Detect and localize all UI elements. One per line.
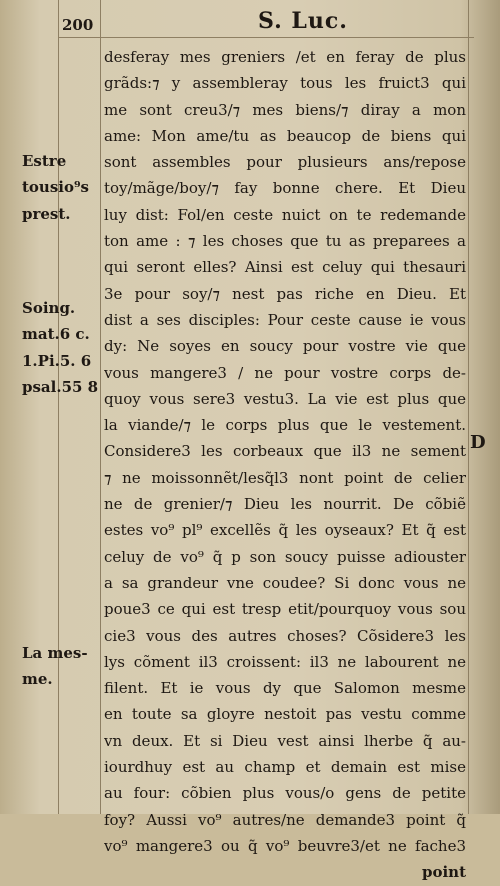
margin-note-line: me. (22, 670, 53, 689)
text-line: ame: Mon ame/tu as beaucop de biens qui (104, 126, 466, 145)
text-line: ton ame : ⁊ les choses que tu as preparees a (104, 232, 466, 251)
text-line: iourdhuy est au champ et demain est mise (104, 758, 466, 777)
catchword: point (421, 863, 466, 882)
text-line: vous mangere3 / ne pour vostre corps de- (104, 363, 466, 382)
text-line: cie3 vous des autres choses? Cõsidere3 les (104, 626, 466, 645)
text-line: sont assembles pour plusieurs ans/repose (104, 153, 466, 172)
margin-note-line: mat.6 c. (22, 325, 90, 344)
text-line: ne de grenier/⁊ Dieu les nourrit. De cõbiẽ (104, 495, 466, 514)
margin-note-line: psal.55 8 (22, 377, 99, 396)
right-margin-rule (468, 0, 469, 814)
text-line: foy? Aussi vo⁹ autres/ne demande3 point q̃ (104, 810, 466, 829)
right-margin-mark: D (470, 432, 486, 453)
margin-note-line: Estre (22, 152, 67, 170)
text-line: toy/mãge/boy/⁊ fay bonne chere. Et Dieu (104, 179, 466, 198)
text-line: filent. Et ie vous dy que Salomon mesme (104, 679, 466, 698)
text-line: desferay mes greniers /et en feray de plus (104, 48, 466, 66)
text-line: Considere3 les corbeaux que il3 ne sement (104, 442, 466, 461)
text-line: dy: Ne soyes en soucy pour vostre vie que (104, 337, 466, 356)
text-line: ⁊ ne moissonnẽt/lesq̃l3 nont point de celier (104, 468, 466, 487)
margin-note-same (22, 640, 100, 693)
margin-note-prepared (22, 148, 100, 227)
text-line: a sa grandeur vne coudee? Si donc vous ne (104, 573, 466, 592)
text-line: vn deux. Et si Dieu vest ainsi lherbe q̃ au- (104, 731, 466, 750)
running-head: S. Luc. (258, 8, 348, 34)
text-line: estes vo⁹ pl⁹ excellẽs q̃ les oyseaux? Et q̃ est (104, 521, 466, 540)
text-line: en toute sa gloyre nestoit pas vestu comme (104, 705, 466, 724)
text-line: luy dist: Fol/en ceste nuict on te redemande (104, 205, 466, 224)
margin-note-line: prest. (22, 204, 71, 223)
text-line: lys cõment il3 croissent: il3 ne labourent ne (104, 652, 466, 671)
gloss-column-rule (100, 0, 101, 814)
text-line: la viande/⁊ le corps plus que le vestement. (104, 416, 466, 435)
text-line: celuy de vo⁹ q̃ p son soucy puisse adiouster (104, 547, 466, 566)
text-line: dist a ses disciples: Pour ceste cause ie vous (104, 310, 466, 329)
margin-note-line: tousio⁹s (22, 178, 90, 197)
text-line: quoy vous sere3 vestu3. La vie est plus que (104, 389, 466, 408)
text-line: me sont creu3/⁊ mes biens/⁊ diray a mon (104, 100, 466, 119)
text-line: vo⁹ mangere3 ou q̃ vo⁹ beuvre3/et ne fache3 (104, 836, 466, 855)
text-line: poue3 ce qui est tresp etit/pourquoy vous sou (104, 600, 466, 619)
text-line: grãds:⁊ y assembleray tous les fruict3 qui (104, 74, 466, 93)
text-line: qui seront elles? Ainsi est celuy qui thesauri (104, 258, 466, 277)
text-line: au four: cõbien plus vous/o gens de petite (104, 784, 466, 803)
margin-note-line: La mes- (22, 644, 88, 662)
margin-note-line: 1.Pi.5. 6 (22, 351, 92, 370)
page-number: 200 (62, 16, 94, 34)
margin-note-care (22, 295, 100, 400)
header-rule (58, 37, 474, 38)
margin-note-line: Soing. (22, 299, 76, 317)
text-line: 3e pour soy/⁊ nest pas riche en Dieu. Et (104, 284, 466, 303)
body-text (104, 44, 466, 886)
